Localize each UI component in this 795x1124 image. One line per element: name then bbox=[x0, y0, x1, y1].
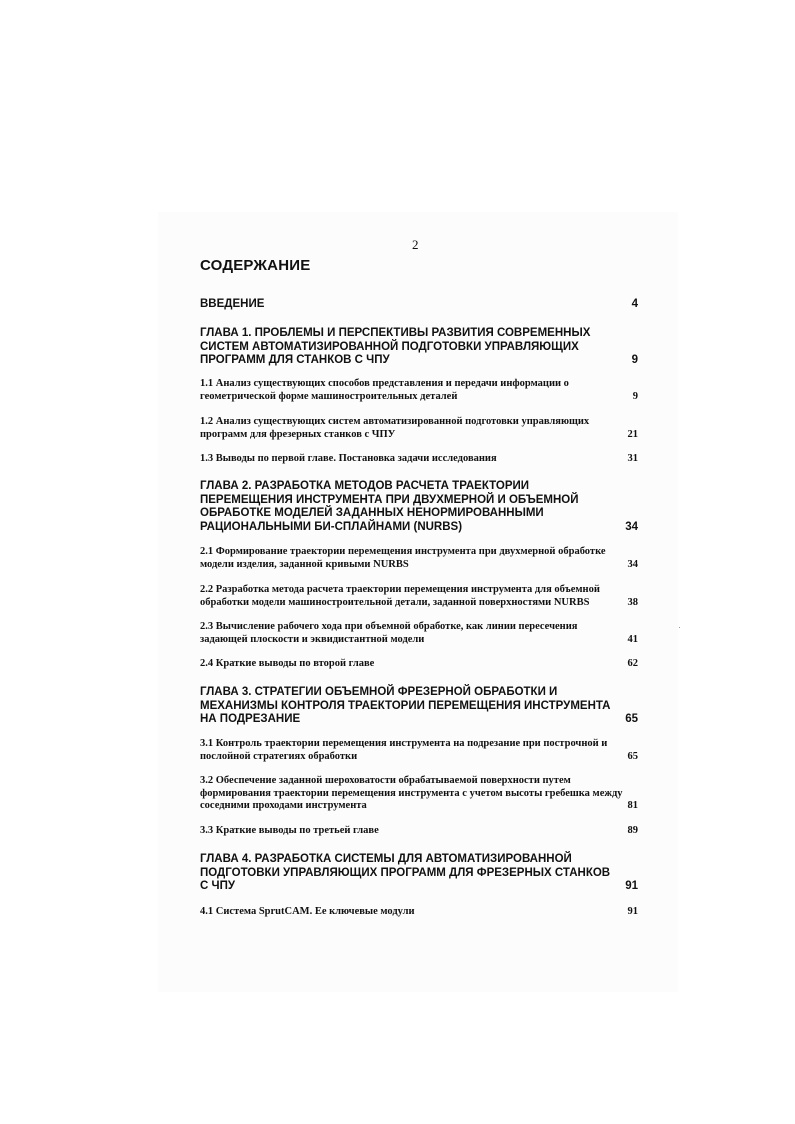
page-number: 2 bbox=[412, 237, 419, 252]
toc-entry-section-1-3 bbox=[200, 453, 638, 466]
toc-entry-text: 3.3 Краткие выводы по третьей главе bbox=[200, 825, 379, 836]
toc-entry-page: 65 bbox=[627, 750, 638, 762]
toc-entry-text: 1.3 Выводы по первой главе. Постановка задачи исследования bbox=[200, 453, 497, 464]
toc-entry-page: 21 bbox=[627, 428, 638, 440]
toc-entry-section-2-1 bbox=[200, 546, 638, 571]
toc-entry-chapter-2 bbox=[200, 480, 638, 534]
toc-entry-text: ГЛАВА 4. РАЗРАБОТКА СИСТЕМЫ ДЛЯ АВТОМАТИЗИРОВАННОЙ ПОДГОТОВКИ УПРАВЛЯЮЩИХ ПРОГРАММ ДЛЯ ФРЕЗЕРНЫХ СТАНКОВ С ЧПУ bbox=[200, 853, 611, 892]
toc-entry-chapter-4 bbox=[200, 853, 638, 894]
toc-entry-page: 31 bbox=[627, 453, 638, 464]
toc-entry-text: ВВЕДЕНИЕ bbox=[200, 298, 265, 310]
toc-entry-section-2-4 bbox=[200, 658, 638, 671]
toc-entry-text: 4.1 Система SprutCAM. Ее ключевые модули bbox=[200, 906, 415, 917]
toc-entry-page: 38 bbox=[627, 596, 638, 608]
toc-entry-page: 34 bbox=[625, 520, 638, 533]
toc-entry-page: 91 bbox=[625, 880, 638, 892]
toc-entry-page: 9 bbox=[632, 390, 638, 402]
toc-entry-section-3-2 bbox=[200, 775, 638, 813]
toc-entry-text: ГЛАВА 3. СТРАТЕГИИ ОБЪЕМНОЙ ФРЕЗЕРНОЙ ОБРАБОТКИ И МЕХАНИЗМЫ КОНТРОЛЯ ТРАЕКТОРИИ ПЕРЕМЕЩЕНИЯ ИНСТРУМЕНТА НА ПОДРЕЗАНИЕ bbox=[200, 686, 611, 725]
toc-entry-text: 1.1 Анализ существующих способов представления и передачи информации о геометрической форме машиностроительных деталей bbox=[200, 378, 569, 402]
scan-speck bbox=[679, 627, 680, 628]
toc-entry-page: 34 bbox=[627, 558, 638, 570]
toc-entry-section-4-1 bbox=[200, 906, 638, 919]
toc-entry-text: ГЛАВА 1. ПРОБЛЕМЫ И ПЕРСПЕКТИВЫ РАЗВИТИЯ СОВРЕМЕННЫХ СИСТЕМ АВТОМАТИЗИРОВАННОЙ ПОДГОТОВКИ УПРАВЛЯЮЩИХ ПРОГРАММ ДЛЯ СТАНКОВ С ЧПУ bbox=[200, 327, 591, 366]
toc-entry-text: ГЛАВА 2. РАЗРАБОТКА МЕТОДОВ РАСЧЕТА ТРАЕКТОРИИ ПЕРЕМЕЩЕНИЯ ИНСТРУМЕНТА ПРИ ДВУХМЕРНОЙ И ОБЪЕМНОЙ ОБРАБОТКЕ МОДЕЛЕЙ ЗАДАННЫХ НЕНОРМИРОВАННЫМИ РАЦИОНАЛЬНЫМИ БИ-СПЛАЙНАМИ (NURBS) bbox=[200, 480, 579, 533]
toc-entry-text: 2.4 Краткие выводы по второй главе bbox=[200, 658, 375, 669]
toc-entry-text: 2.3 Вычисление рабочего хода при объемной обработке, как линии пересечения задающей плоскости и эквидистантной модели bbox=[200, 621, 578, 645]
toc-entry-page: 4 bbox=[631, 298, 638, 310]
toc-entry-page: 9 bbox=[631, 354, 638, 366]
toc-entry-section-3-3 bbox=[200, 825, 638, 838]
toc-entry-text: 3.2 Обеспечение заданной шероховатости обрабатываемой поверхности путем формирования траектории перемещения инструмента с учетом высоты гребешка между соседними проходами инструмента bbox=[200, 775, 623, 811]
toc-entry-page: 81 bbox=[627, 800, 638, 811]
toc-entry-chapter-3 bbox=[200, 686, 638, 727]
toc-entry-page: 62 bbox=[627, 658, 638, 669]
toc-entry-introduction bbox=[200, 298, 638, 312]
toc-entry-text: 2.1 Формирование траектории перемещения инструмента при двухмерной обработке модели изделия, заданной кривыми NURBS bbox=[200, 546, 606, 570]
toc-entry-section-1-2 bbox=[200, 416, 638, 441]
toc-entry-page: 89 bbox=[627, 825, 638, 836]
toc-entry-text: 1.2 Анализ существующих систем автоматизированной подготовки управляющих программ для фрезерных станков с ЧПУ bbox=[200, 416, 590, 440]
toc-entry-page: 65 bbox=[625, 713, 638, 725]
toc-entry-page: 91 bbox=[627, 906, 638, 917]
toc-entry-section-3-1 bbox=[200, 738, 638, 763]
toc-entry-section-2-2 bbox=[200, 584, 638, 609]
toc-title: СОДЕРЖАНИЕ bbox=[200, 257, 311, 274]
toc-entry-page: 41 bbox=[627, 633, 638, 645]
toc-entry-section-2-3 bbox=[200, 621, 638, 646]
toc-entry-chapter-1 bbox=[200, 327, 638, 368]
toc-entry-text: 3.1 Контроль траектории перемещения инструмента на подрезание при построчной и послойной стратегиях обработки bbox=[200, 738, 608, 762]
toc-entry-section-1-1 bbox=[200, 378, 638, 403]
toc-entry-text: 2.2 Разработка метода расчета траектории перемещения инструмента для объемной обработки модели машиностроительной детали, заданной поверхностями NURBS bbox=[200, 584, 600, 608]
